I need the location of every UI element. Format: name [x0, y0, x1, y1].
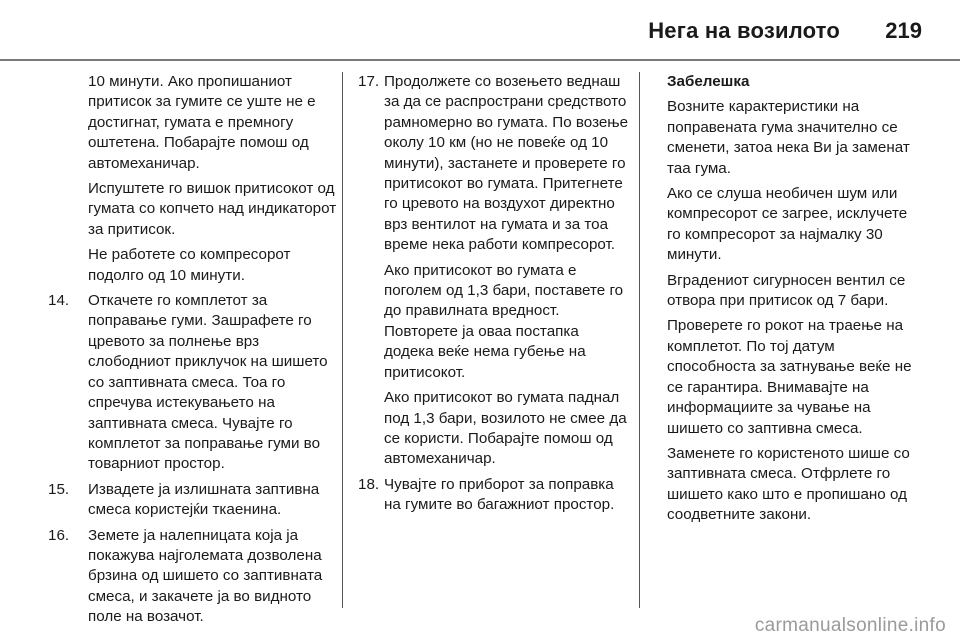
note-title: Забелешка: [667, 73, 750, 90]
step-17: [358, 72, 632, 470]
note-paragraph: Заменете го користеното шише со заптивната смеса. Отфрлете го шишето како што е пропишано од соодветните закони.: [667, 444, 910, 524]
step-text: Земете ја налепницата која ја покажува најголемата дозволена брзина од шишето со заптивната смеса, и закачете ја во видното поле на возачот.: [88, 526, 323, 626]
column-2: [358, 72, 632, 521]
column-1: [48, 72, 338, 633]
paragraph: Не работете со компресорот подолго од 10 минути.: [88, 246, 291, 284]
step-text: Чувајте го приборот за поправка на гумите во багажниот простор.: [384, 475, 615, 514]
step-18: [358, 475, 632, 516]
step-text: Извадете ја излишната заптивна смеса користејќи ткаенина.: [88, 480, 320, 519]
step-14: [48, 291, 338, 475]
continued-paragraphs: [48, 72, 338, 286]
step-text: Откачете го комплетот за поправање гуми. Зашрафете го цревото за полнење врз слободниот приклучок на шишето со заптивната смеса. Тоа го спречува истекувањето на заптивната смеса. Чувајте го комплетот за поправање гуми во товарниот простор.: [88, 292, 328, 473]
step-number: 18.: [358, 475, 380, 493]
column-3: [667, 72, 925, 531]
step-text: Ако притисокот во гумата е поголем од 1,3 бари, поставете го до правилната вредност. Повторете ја оваа постапка додека веќе нема губење на притисокот.: [384, 261, 624, 381]
step-16: [48, 526, 338, 628]
step-number: 14.: [48, 292, 70, 310]
column-divider-2: [639, 72, 640, 608]
column-divider-1: [342, 72, 343, 608]
paragraph: 10 минути. Ако пропишаниот притисок за гумите се уште не е достигнат, гумата е премногу оштетена. Побарајте помош од автомеханичар.: [88, 73, 316, 172]
watermark: carmanualsonline.info: [754, 615, 946, 636]
section-title: Нега на возилото: [648, 18, 840, 43]
note-paragraph: Вградениот сигурносен вентил се отвора при притисок од 7 бари.: [667, 271, 906, 310]
step-15: [48, 480, 338, 521]
page-number: 219: [885, 18, 922, 43]
step-text: Ако притисокот во гумата паднал под 1,3 бари, возилото не смее да се користи. Побарајте помош од автомеханичар.: [384, 389, 627, 468]
header-rule: [0, 59, 960, 61]
note-paragraph: Проверете го рокот на траење на комплетот. По тој датум способноста за затнување веќе не се гарантира. Внимавајте на информациите за чување на шишето со заптивна смеса.: [667, 317, 912, 437]
step-text: Продолжете со возењето веднаш за да се распространи средството рамномерно во гумата. По возење околу 10 км (но не повеќе од 10 минути), застанете и проверете го притисокот во гумата. Притегнете го цревото на воздухот директно врз вентилот на гумата и за тоа време нека работи компресорот.: [384, 73, 629, 254]
note-paragraph: Ако се слуша необичен шум или компресорот се загрее, исклучете го компресорот за најмалку 30 минути.: [667, 185, 908, 264]
step-number: 17.: [358, 73, 380, 90]
note-paragraph: Возните карактеристики на поправената гума значително се сменети, затоа нека Ви ја заменат таа гума.: [667, 98, 910, 177]
step-number: 16.: [48, 526, 70, 544]
page-header: [0, 0, 960, 60]
step-number: 15.: [48, 480, 70, 498]
paragraph: Испуштете го вишок притисокот од гумата со копчето над индикаторот за притисок.: [88, 180, 337, 238]
